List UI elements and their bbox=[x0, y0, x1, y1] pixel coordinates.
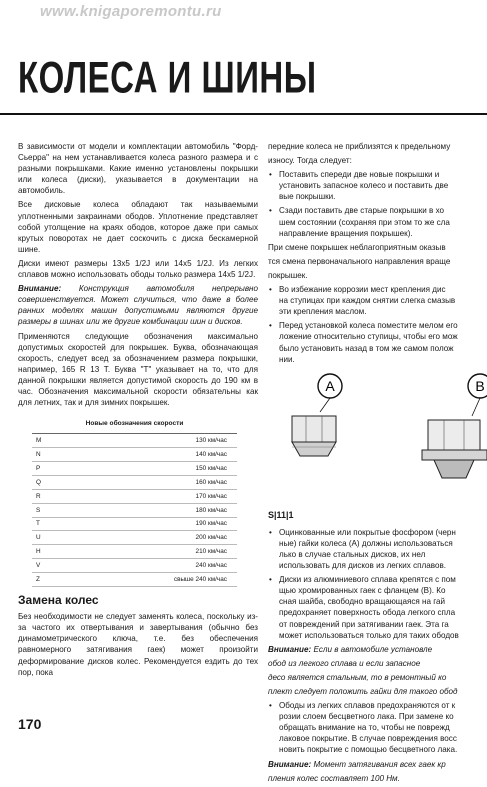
text-line: щью хромированных гаек с фланцем (B). Ко bbox=[279, 586, 446, 596]
wheel-nuts-illustration bbox=[268, 368, 487, 508]
paragraph: Все дисковые колеса обладают так называемыми уплотненными закраинами ободов. Уплотнение представляет собой утолщение на краях ободов, которое даже при самых крутых поворотах не дает соскочить с диска бескамерной шине. bbox=[18, 200, 258, 254]
text-line: тся смена первоначального направления враще bbox=[268, 256, 451, 266]
section-heading: Замена колес bbox=[18, 593, 99, 608]
bullet-list bbox=[268, 169, 487, 239]
bullet-list bbox=[268, 284, 487, 365]
text-line: • Диски из алюминиевого сплава крепятся с пом bbox=[279, 575, 456, 585]
warning-text: плект следует положить гайки для такого обод bbox=[268, 687, 458, 696]
text-line bbox=[268, 672, 487, 683]
figure-label-b: B bbox=[475, 377, 485, 394]
speed-value: 130 км/час bbox=[66, 434, 237, 448]
table-row bbox=[32, 489, 237, 503]
text-line: нии. bbox=[279, 354, 295, 364]
warning-text: обод из легкого сплава и если запасное bbox=[268, 658, 421, 668]
bullet-item bbox=[279, 320, 487, 364]
text-line: использовать для дисков из легких сплавов. bbox=[279, 561, 447, 571]
text-line bbox=[268, 759, 487, 770]
speed-designation-table bbox=[32, 414, 237, 587]
text-line bbox=[268, 644, 487, 655]
text-line: новить покрытие с помощью бесцветного лака. bbox=[279, 745, 458, 755]
wheel-nut-figure bbox=[268, 368, 487, 508]
speed-code: V bbox=[32, 559, 66, 573]
speed-value: 190 км/час bbox=[66, 517, 237, 531]
table-row bbox=[32, 531, 237, 545]
text-line: вые покрышки. bbox=[279, 192, 336, 202]
watermark: www.knigaporemontu.ru bbox=[40, 3, 222, 20]
paragraph: Применяются следующие обозначения максимально допустимых скоростей для покрышек. Буква, обозначающая скорость, следует всед за обозначением размера покрышки, например, 165 R 13 Т. Буква "Т" указывает на то, что для данной покрышки является допустимой скорость до 190 км в час. Обозначения максимальной скорости обязательны как для летних, так и для зимних покрышек. bbox=[18, 331, 258, 408]
text-line: • Перед установкой колеса поместите мелом его bbox=[279, 321, 458, 331]
warning-note bbox=[268, 759, 487, 784]
text-line: покрышек. bbox=[268, 270, 308, 280]
speed-code: S bbox=[32, 503, 66, 517]
text-line: установить запасное колесо и поставить две bbox=[279, 181, 449, 191]
speed-value: 160 км/час bbox=[66, 475, 237, 489]
text-line: направление вращения покрышек). bbox=[279, 228, 413, 238]
speed-code: H bbox=[32, 545, 66, 559]
warning-text: Если в автомобиле установле bbox=[311, 644, 433, 654]
bullet-item bbox=[279, 205, 487, 238]
speed-value: 240 км/час bbox=[66, 559, 237, 573]
speed-code: T bbox=[32, 517, 66, 531]
speed-value: 170 км/час bbox=[66, 489, 237, 503]
alloy-nut-b-icon bbox=[422, 374, 487, 478]
bullet-item bbox=[279, 700, 487, 755]
text-line: • Поставить спереди две новые покрышки и bbox=[279, 170, 440, 180]
left-column bbox=[18, 141, 258, 681]
table-row bbox=[32, 559, 237, 573]
text-line bbox=[268, 658, 487, 669]
text-line: шем состоянии (сохраняя при этом то же сла bbox=[279, 217, 450, 227]
text-line: лько в случае стальных дисков, их нел bbox=[279, 549, 426, 559]
speed-value: 150 км/час bbox=[66, 462, 237, 476]
warning-text: Конструкция автомобиля непрерывно совершенствуется. Может случиться, что даже в более ранних моделях машин допустимыми являются другие размеры в шинах или же другие комбинации шин и дисков. bbox=[18, 284, 259, 327]
bullet-item bbox=[279, 169, 487, 202]
table-row bbox=[32, 462, 237, 476]
text-line: При смене покрышек неблагоприятным оказыв bbox=[268, 242, 446, 252]
text-line bbox=[268, 773, 487, 784]
warning-text: пления колес составляет 100 Нм. bbox=[268, 773, 400, 783]
warning-label: Внимание: bbox=[18, 284, 62, 294]
text-line: передние колеса не приблизятся к предельному bbox=[268, 142, 451, 151]
table-row bbox=[32, 434, 237, 448]
speed-code: R bbox=[32, 489, 66, 503]
bullet-list bbox=[268, 700, 487, 755]
page-number: 170 bbox=[18, 716, 42, 732]
figure-caption: S|11|1 bbox=[268, 509, 294, 520]
bullet-item bbox=[279, 574, 487, 641]
speed-code: M bbox=[32, 434, 66, 448]
text-line: • Оцинкованные или покрытые фосфором (черн bbox=[279, 527, 456, 537]
text-line: предохраняет поверхность обода легкого спла bbox=[279, 608, 456, 618]
table-row bbox=[32, 475, 237, 489]
speed-code: U bbox=[32, 531, 66, 545]
text-line bbox=[268, 686, 487, 697]
warning-note bbox=[268, 644, 487, 697]
text-line: • Ободы из легких сплавов предохраняются от к bbox=[279, 701, 456, 711]
bullet-item bbox=[279, 527, 487, 571]
speed-value: свыше 240 км/час bbox=[66, 573, 237, 587]
text-line: • Во избежание коррозии мест крепления дис bbox=[279, 285, 446, 295]
text-line: ные) гайки колеса (А) должны использоваться bbox=[279, 538, 453, 548]
text-line: эти крепления маслом. bbox=[279, 307, 367, 317]
warning-label: Внимание: bbox=[268, 644, 312, 654]
page-title: КОЛЕСА И ШИНЫ bbox=[18, 52, 317, 102]
paragraph: Диски имеют размеры 13x5 1/2J или 14x5 1/2J. Из легких сплавов можно использовать ободы только размера 14x5 1/2J. bbox=[18, 258, 258, 280]
paragraph bbox=[268, 141, 487, 166]
paragraph bbox=[268, 242, 487, 281]
figure-label-a: A bbox=[325, 377, 335, 394]
table-row bbox=[32, 503, 237, 517]
text-line: сная шайба, свободно вращающаяся на гай bbox=[279, 597, 446, 607]
text-line: было установить назад в том же самом полож bbox=[279, 343, 454, 353]
warning-text: десо является стальным, то в ремонтный ко bbox=[268, 672, 447, 682]
text-line: от повреждений при затягивании гаек. Эта га bbox=[279, 619, 449, 629]
right-column bbox=[268, 141, 487, 787]
paragraph: В зависимости от модели и комплектации автомобиль "Форд-Сьерра" на нем устанавливается колеса разного размера и с разными покрышками. Какие именно установлены покрышки или колеса (диски), указывается в документации на автомобиль. bbox=[18, 142, 258, 196]
table-header: Новые обозначения скорости bbox=[32, 414, 237, 434]
text-line: износу. Тогда следует: bbox=[268, 156, 352, 166]
table-row bbox=[32, 448, 237, 462]
text-line: обращать внимание на то, чтобы не поврежд bbox=[279, 723, 450, 733]
speed-code: Q bbox=[32, 475, 66, 489]
table-row bbox=[32, 573, 237, 587]
speed-value: 210 км/час bbox=[66, 545, 237, 559]
text-line: • Сзади поставить две старые покрышки в хо bbox=[279, 206, 445, 216]
text-line: лаковое покрытие. В случае повреждения восс bbox=[279, 734, 457, 744]
speed-code: P bbox=[32, 462, 66, 476]
text-line: розии слоем бесцветного лака. При замене ко bbox=[279, 712, 454, 722]
speed-value: 200 км/час bbox=[66, 531, 237, 545]
speed-value: 140 км/час bbox=[66, 448, 237, 462]
bullet-list bbox=[268, 527, 487, 641]
bullet-item bbox=[279, 284, 487, 317]
zinc-nut-a-icon bbox=[292, 374, 342, 456]
paragraph: Без необходимости не следует заменять колеса, поскольку из-за частого их отвертывания и завертывания (обычно без динамометрического ключа, т.е. без обеспечения равномерного затягивания гаек) может произойти деформирование дисков колес. Рекомендуется ездить до тех пор, пока bbox=[18, 612, 258, 677]
speed-value: 180 км/час bbox=[66, 503, 237, 517]
text-line: на ступицах при каждом снятии слегка смазыв bbox=[279, 296, 456, 306]
title-rule bbox=[0, 113, 487, 115]
warning-text: Момент затягивания всех гаек кр bbox=[311, 759, 446, 769]
warning-label: Внимание: bbox=[268, 759, 312, 769]
table-row bbox=[32, 517, 237, 531]
speed-code: N bbox=[32, 448, 66, 462]
text-line: может использоваться только для таких ободов bbox=[279, 630, 459, 640]
text-line: ложение относительно ступицы, чтобы его мож bbox=[279, 332, 458, 342]
warning-note bbox=[18, 283, 258, 327]
speed-code: Z bbox=[32, 573, 66, 587]
table-row bbox=[32, 545, 237, 559]
